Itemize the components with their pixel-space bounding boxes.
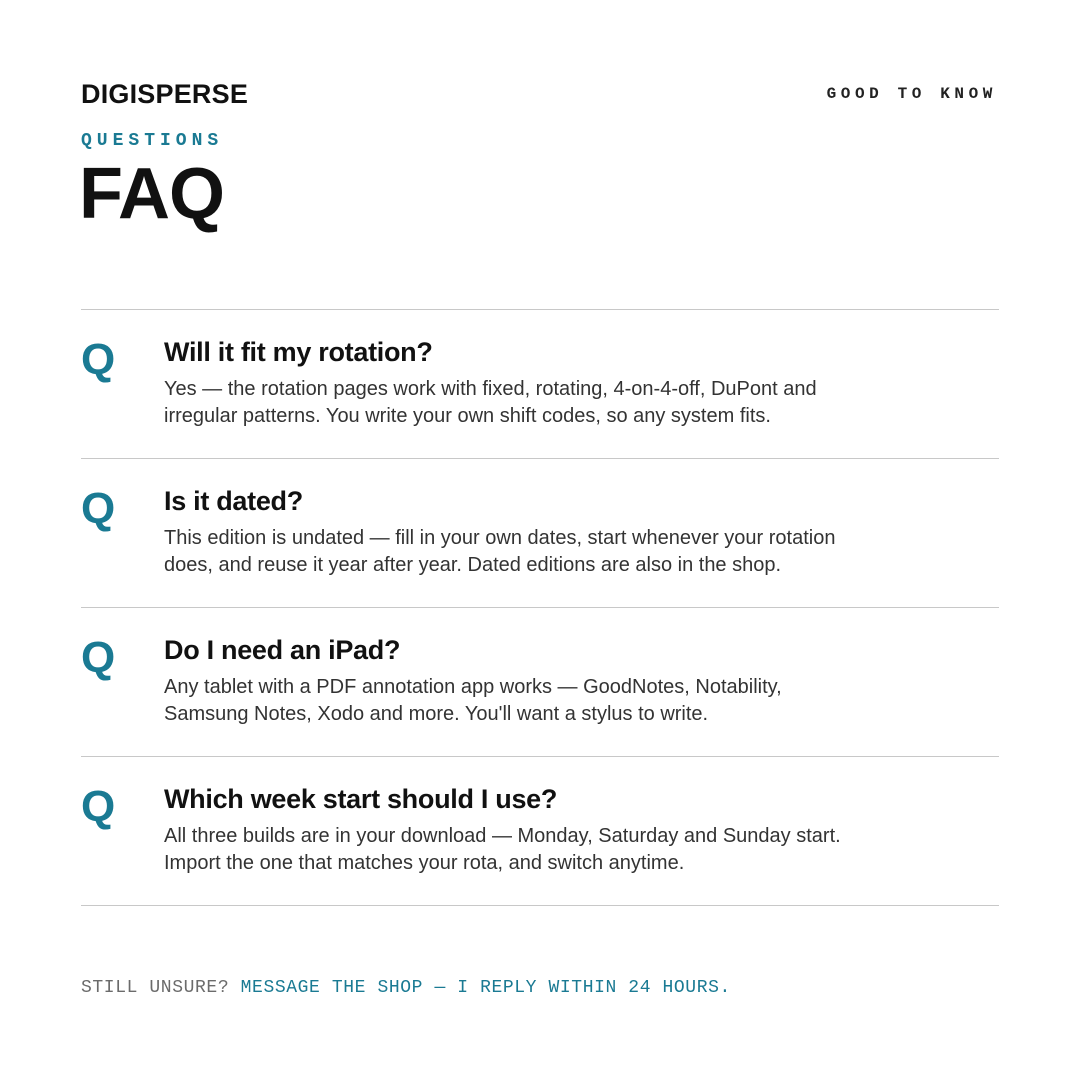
faq-item [81, 608, 999, 757]
faq-page [81, 0, 999, 1080]
faq-answer: Yes — the rotation pages work with fixed, rotating, 4-on-4-off, DuPont and irregular patterns. You write your own shift codes, so any system fits. [164, 378, 817, 427]
section-eyebrow: QUESTIONS [81, 131, 224, 151]
page-title: FAQ [79, 154, 225, 234]
question-marker: Q [81, 335, 116, 384]
faq-question: Will it fit my rotation? [164, 337, 433, 367]
faq-item [81, 459, 999, 608]
faq-answer: Any tablet with a PDF annotation app works — GoodNotes, Notability, Samsung Notes, Xodo and more. You'll want a stylus to write. [164, 676, 782, 725]
faq-answer: This edition is undated — fill in your own dates, start whenever your rotation does, and reuse it year after year. Dated editions are also in the shop. [164, 527, 836, 576]
brand-logo: DIGISPERSE [81, 79, 249, 109]
faq-item [81, 757, 999, 906]
footer-note [81, 977, 731, 999]
faq-question: Do I need an iPad? [164, 635, 401, 665]
footer-prompt: STILL UNSURE? [81, 978, 230, 998]
faq-answer: All three builds are in your download — Monday, Saturday and Sunday start. Import the one that matches your rota, and switch anytime. [164, 825, 841, 874]
header-tagline: GOOD TO KNOW [826, 85, 997, 103]
question-marker: Q [81, 633, 116, 682]
contact-shop-link[interactable]: MESSAGE THE SHOP — I REPLY WITHIN 24 HOURS. [240, 978, 731, 998]
faq-question: Is it dated? [164, 486, 303, 516]
faq-list [81, 309, 999, 906]
header [81, 78, 999, 112]
question-marker: Q [81, 782, 116, 831]
question-marker: Q [81, 484, 116, 533]
faq-question: Which week start should I use? [164, 784, 558, 814]
faq-item [81, 310, 999, 459]
